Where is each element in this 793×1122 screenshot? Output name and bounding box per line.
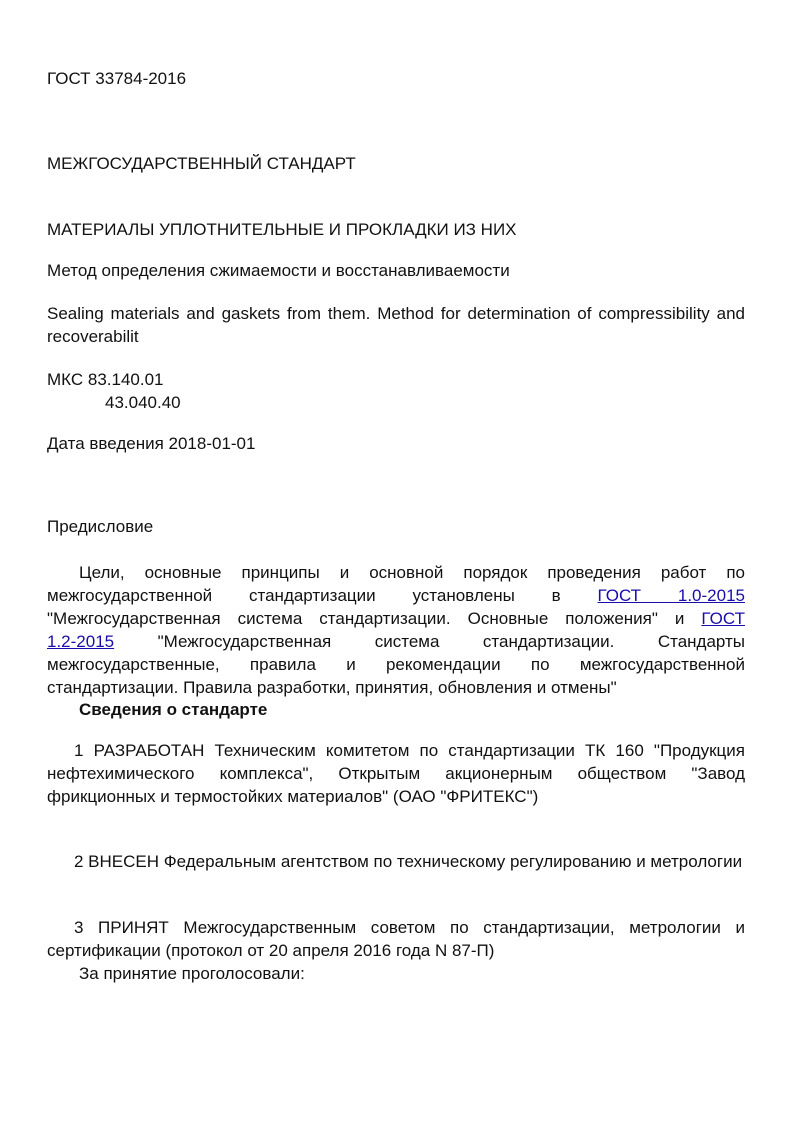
document-number: ГОСТ 33784-2016 <box>47 69 187 88</box>
foreword-line: Цели, основные принципы и основной порядок проведения работ по <box>79 563 745 582</box>
introduction-date: Дата введения 2018-01-01 <box>47 434 256 453</box>
foreword-line: "Межгосударственная система стандартизации. Основные положения" и ГОСТ <box>47 609 745 628</box>
title-en: Sealing materials and gaskets from them. Method for determination of compressibility and recoverabilit <box>47 304 745 346</box>
info-heading: Сведения о стандарте <box>79 700 268 719</box>
subtitle-ru: Метод определения сжимаемости и восстанавливаемости <box>47 261 510 280</box>
info-item-1: 1 РАЗРАБОТАН Техническим комитетом по стандартизации ТК 160 "Продукция нефтехимического комплекса", Открытым акционерным обществом "Завод фрикционных и термостойких материалов" (ОАО "ФРИТЕКС") <box>47 741 745 806</box>
info-item-2: 2 ВНЕСЕН Федеральным агентством по техническому регулированию и метрологии <box>74 852 743 871</box>
info-item-3: 3 ПРИНЯТ Межгосударственным советом по стандартизации, метрологии и сертификации (протокол от 20 апреля 2016 года N 87-П) <box>47 918 745 960</box>
gost-1-2-2015-link[interactable]: ГОСТ <box>701 609 745 628</box>
mks-code-second: 43.040.40 <box>105 393 181 412</box>
foreword-line: 1.2-2015 "Межгосударственная система стандартизации. Стандарты межгосударственные, правила и рекомендации по межгосударственной стандартизации. Правила разработки, принятия, обновления и отмены" <box>47 632 745 697</box>
foreword-heading: Предисловие <box>47 517 154 536</box>
gost-1-0-2015-link[interactable]: ГОСТ 1.0-2015 <box>597 586 745 605</box>
title-ru: МАТЕРИАЛЫ УПЛОТНИТЕЛЬНЫЕ И ПРОКЛАДКИ ИЗ НИХ <box>47 220 517 239</box>
foreword-paragraph <box>47 561 745 699</box>
gost-1-2-2015-link-cont[interactable]: 1.2-2015 <box>47 632 115 651</box>
voted-label: За принятие проголосовали: <box>79 964 305 983</box>
mks-code: МКС 83.140.01 <box>47 370 164 389</box>
foreword-line: межгосударственной стандартизации установлены в ГОСТ 1.0-2015 <box>47 586 745 605</box>
standard-type: МЕЖГОСУДАРСТВЕННЫЙ СТАНДАРТ <box>47 154 356 173</box>
